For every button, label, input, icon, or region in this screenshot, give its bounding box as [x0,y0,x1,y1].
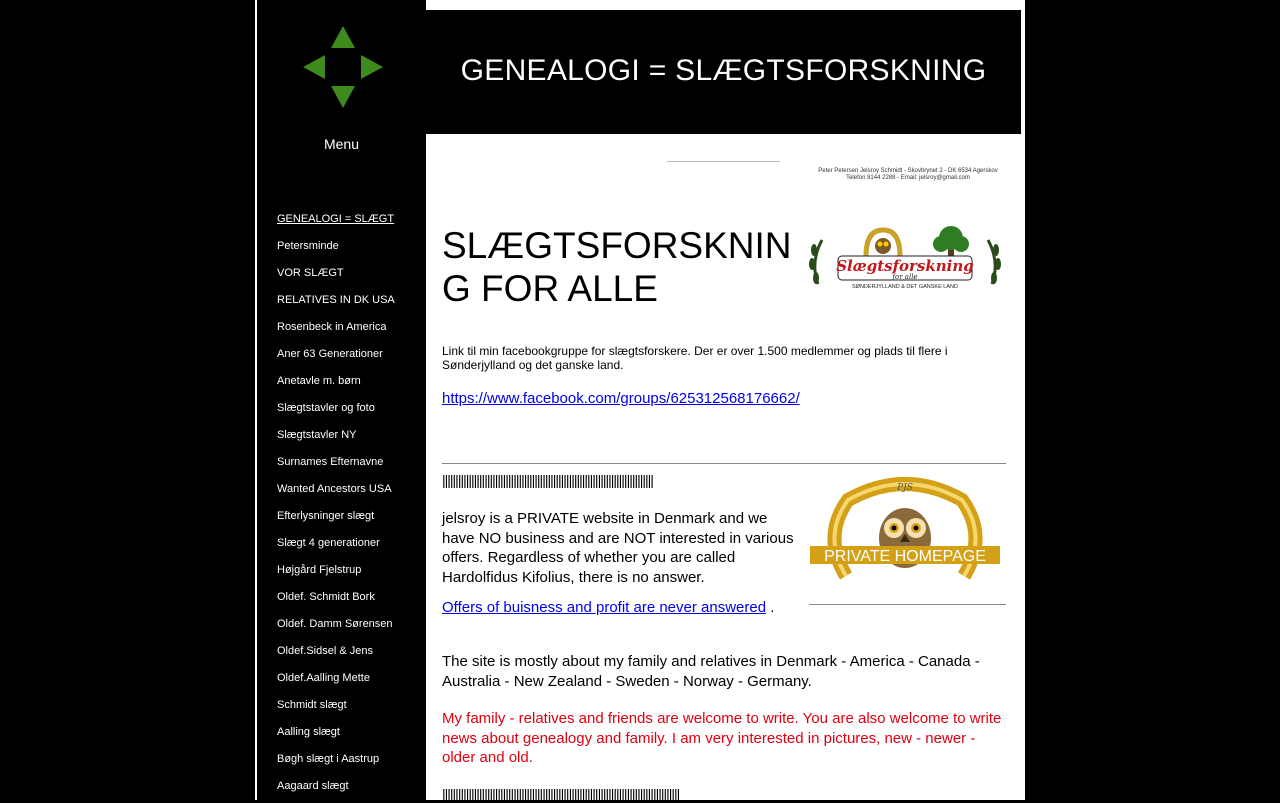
sidebar-item-aner-63[interactable]: Aner 63 Generationer [277,348,383,360]
logo1-tagline: SØNDERJYLLAND & DET GANSKE LAND [852,284,958,290]
sidebar-item-vor-slaegt[interactable]: VOR SLÆGT [277,267,344,279]
facebook-group-text: Link til min facebookgruppe for slægtsforskere. Der er over 1.500 medlemmer og plads til flere i Sønderjylland og det ganske land. [442,344,948,372]
offers-punct: . [766,599,775,616]
arrow-left-icon[interactable] [303,55,325,79]
sidebar-item-efterlysninger[interactable]: Efterlysninger slægt [277,510,375,522]
sidebar-item-schmidt-slaegt[interactable]: Schmidt slægt [277,699,347,711]
sidebar-item-oldef-sidsel[interactable]: Oldef.Sidsel & Jens [277,645,373,657]
slaegtsforskning-logo [808,224,1002,296]
page-title: GENEALOGI = SLÆGTSFORSKNING [460,54,987,87]
sidebar-item-rosenbeck[interactable]: Rosenbeck in America [277,321,387,333]
logo2-text: PRIVATE HOMEPAGE [824,548,986,565]
sidebar-item-relatives-dk-usa[interactable]: RELATIVES IN DK USA [277,294,395,306]
sidebar-item-wanted-ancestors[interactable]: Wanted Ancestors USA [277,483,392,495]
logo2-monogram: PJS [897,483,913,493]
contact-address: Peter Petersen Jelsroy Schmidt - Skovbrynet 2 - DK 6534 Agerskov [818,168,998,174]
sidebar-item-surnames[interactable]: Surnames Efternavne [277,456,384,468]
offers-line [442,598,774,617]
sidebar-item-oldef-aalling[interactable]: Oldef.Aalling Mette [277,672,370,684]
sidebar-item-slaegtstavler-foto[interactable]: Slægtstavler og foto [277,402,375,414]
bar-separator: |||||||||||||||||||||||||||||||||||||||||||||||||||||||||||||||||||||||||||||||| [442,472,653,488]
nav-list [277,209,395,803]
sidebar-item-oldef-schmidt[interactable]: Oldef. Schmidt Bork [277,591,375,603]
private-website-notice: jelsroy is a PRIVATE website in Denmark and we have NO business and are NOT interested in various offers. Regardless of whether you are called Hardolfidus Kifolius, there is no answer. [442,510,794,586]
bar-separator: |||||||||||||||||||||||||||||||||||||||||||||||||||||||||||||||||||||||||||||||||||||||||| [442,786,680,802]
sidebar-item-aagaard-slaegt[interactable]: Aagaard slægt [277,780,349,792]
tree-icon [933,226,969,260]
sidebar-item-aalling-slaegt[interactable]: Aalling slægt [277,726,340,738]
contact-phone-email: Telefon 8144 2288 - Email: jelsroy@gmail.com [846,175,970,181]
offers-link[interactable]: Offers of buisness and profit are never answered [442,599,767,616]
owl-horseshoe-icon [866,230,900,256]
sidebar-item-anetavle[interactable]: Anetavle m. børn [277,375,361,387]
menu-label[interactable]: Menu [323,136,360,152]
contact-info [808,168,1008,182]
sidebar-item-slaegtstavler-ny[interactable]: Slægtstavler NY [277,429,357,441]
sidebar-item-genealogi[interactable]: GENEALOGI = SLÆGT [277,213,395,225]
private-homepage-logo [808,476,1002,588]
arrow-up-icon[interactable] [331,26,355,48]
facebook-group-link[interactable]: https://www.facebook.com/groups/625312568176662/ [442,390,800,407]
sidebar-item-bogh-slaegt[interactable]: Bøgh slægt i Aastrup [277,753,380,765]
divider [809,604,1006,605]
family-welcome-text: My family - relatives and friends are welcome to write. You are also welcome to write news about genealogy and family. I am very interested in pictures, new - newer - older and old. [442,710,1002,766]
sidebar-item-oldef-damm[interactable]: Oldef. Damm Sørensen [277,618,393,630]
sidebar-item-petersminde[interactable]: Petersminde [277,240,339,252]
sidebar [257,0,426,800]
sidebar-item-slaegt-4-gen[interactable]: Slægt 4 generationer [277,537,380,549]
section-title: SLÆGTSFORSKNING FOR ALLE [442,225,792,309]
divider [442,463,1006,464]
logo1-title: Slægtsforskning [836,257,974,275]
site-about-text: The site is mostly about my family and relatives in Denmark - America - Canada - Australia - New Zealand - Sweden - Norway - Germany. [442,653,980,690]
logo1-sub: for alle [892,273,918,281]
divider [667,161,780,162]
arrow-right-icon[interactable] [361,55,383,79]
header-banner [426,10,1021,134]
arrow-down-icon[interactable] [331,86,355,108]
navigation-arrows [303,26,383,108]
sidebar-item-hojgard[interactable]: Højgård Fjelstrup [277,564,362,576]
